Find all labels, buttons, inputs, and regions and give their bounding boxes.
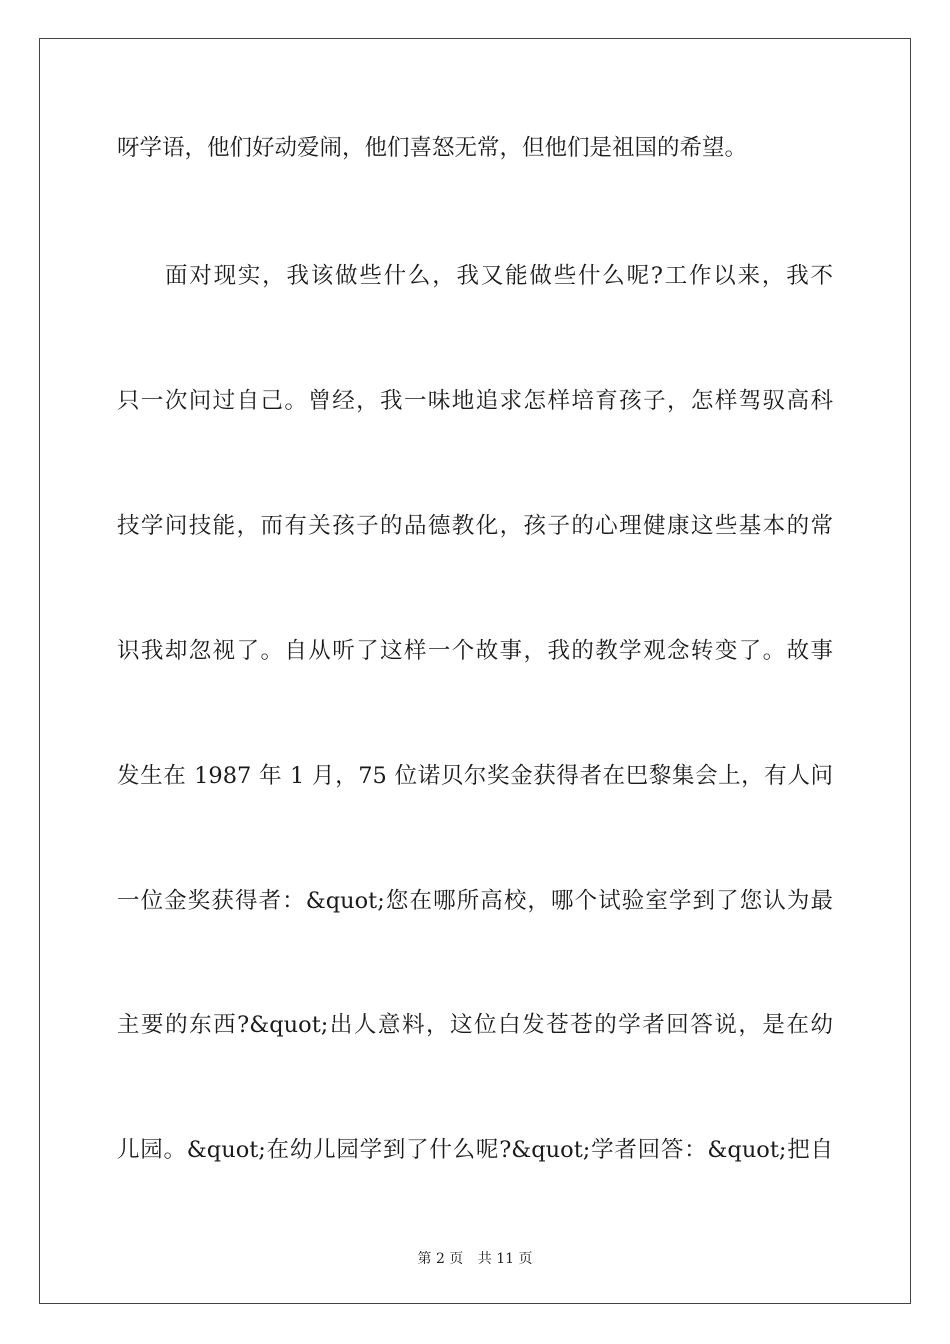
- text-line-6: 发生在 1987 年 1 月，75 位诺贝尔奖金获得者在巴黎集会上，有人问: [117, 763, 833, 789]
- page-number-current: 第 2 页: [417, 1251, 464, 1267]
- text-line-2: 面对现实，我该做些什么，我又能做些什么呢?工作以来，我不: [165, 263, 833, 289]
- text-line-3: 只一次问过自己。曾经，我一味地追求怎样培育孩子，怎样驾驭高科: [117, 388, 833, 414]
- text-line-5: 识我却忽视了。自从听了这样一个故事，我的教学观念转变了。故事: [117, 638, 833, 664]
- page-number-total: 共 11 页: [477, 1251, 533, 1267]
- text-line-9: 儿园。&quot;在幼儿园学到了什么呢?&quot;学者回答：&quot;把自: [117, 1137, 833, 1163]
- text-line-7: 一位金奖获得者：&quot;您在哪所高校，哪个试验室学到了您认为最: [117, 888, 833, 914]
- page-footer: [0, 1248, 950, 1268]
- text-line-4: 技学问技能，而有关孩子的品德教化，孩子的心理健康这些基本的常: [117, 513, 833, 539]
- page-border: [39, 38, 911, 1304]
- text-line-8: 主要的东西?&quot;出人意料，这位白发苍苍的学者回答说，是在幼: [117, 1012, 833, 1038]
- text-line-1: 呀学语，他们好动爱闹，他们喜怒无常，但他们是祖国的希望。: [117, 135, 748, 161]
